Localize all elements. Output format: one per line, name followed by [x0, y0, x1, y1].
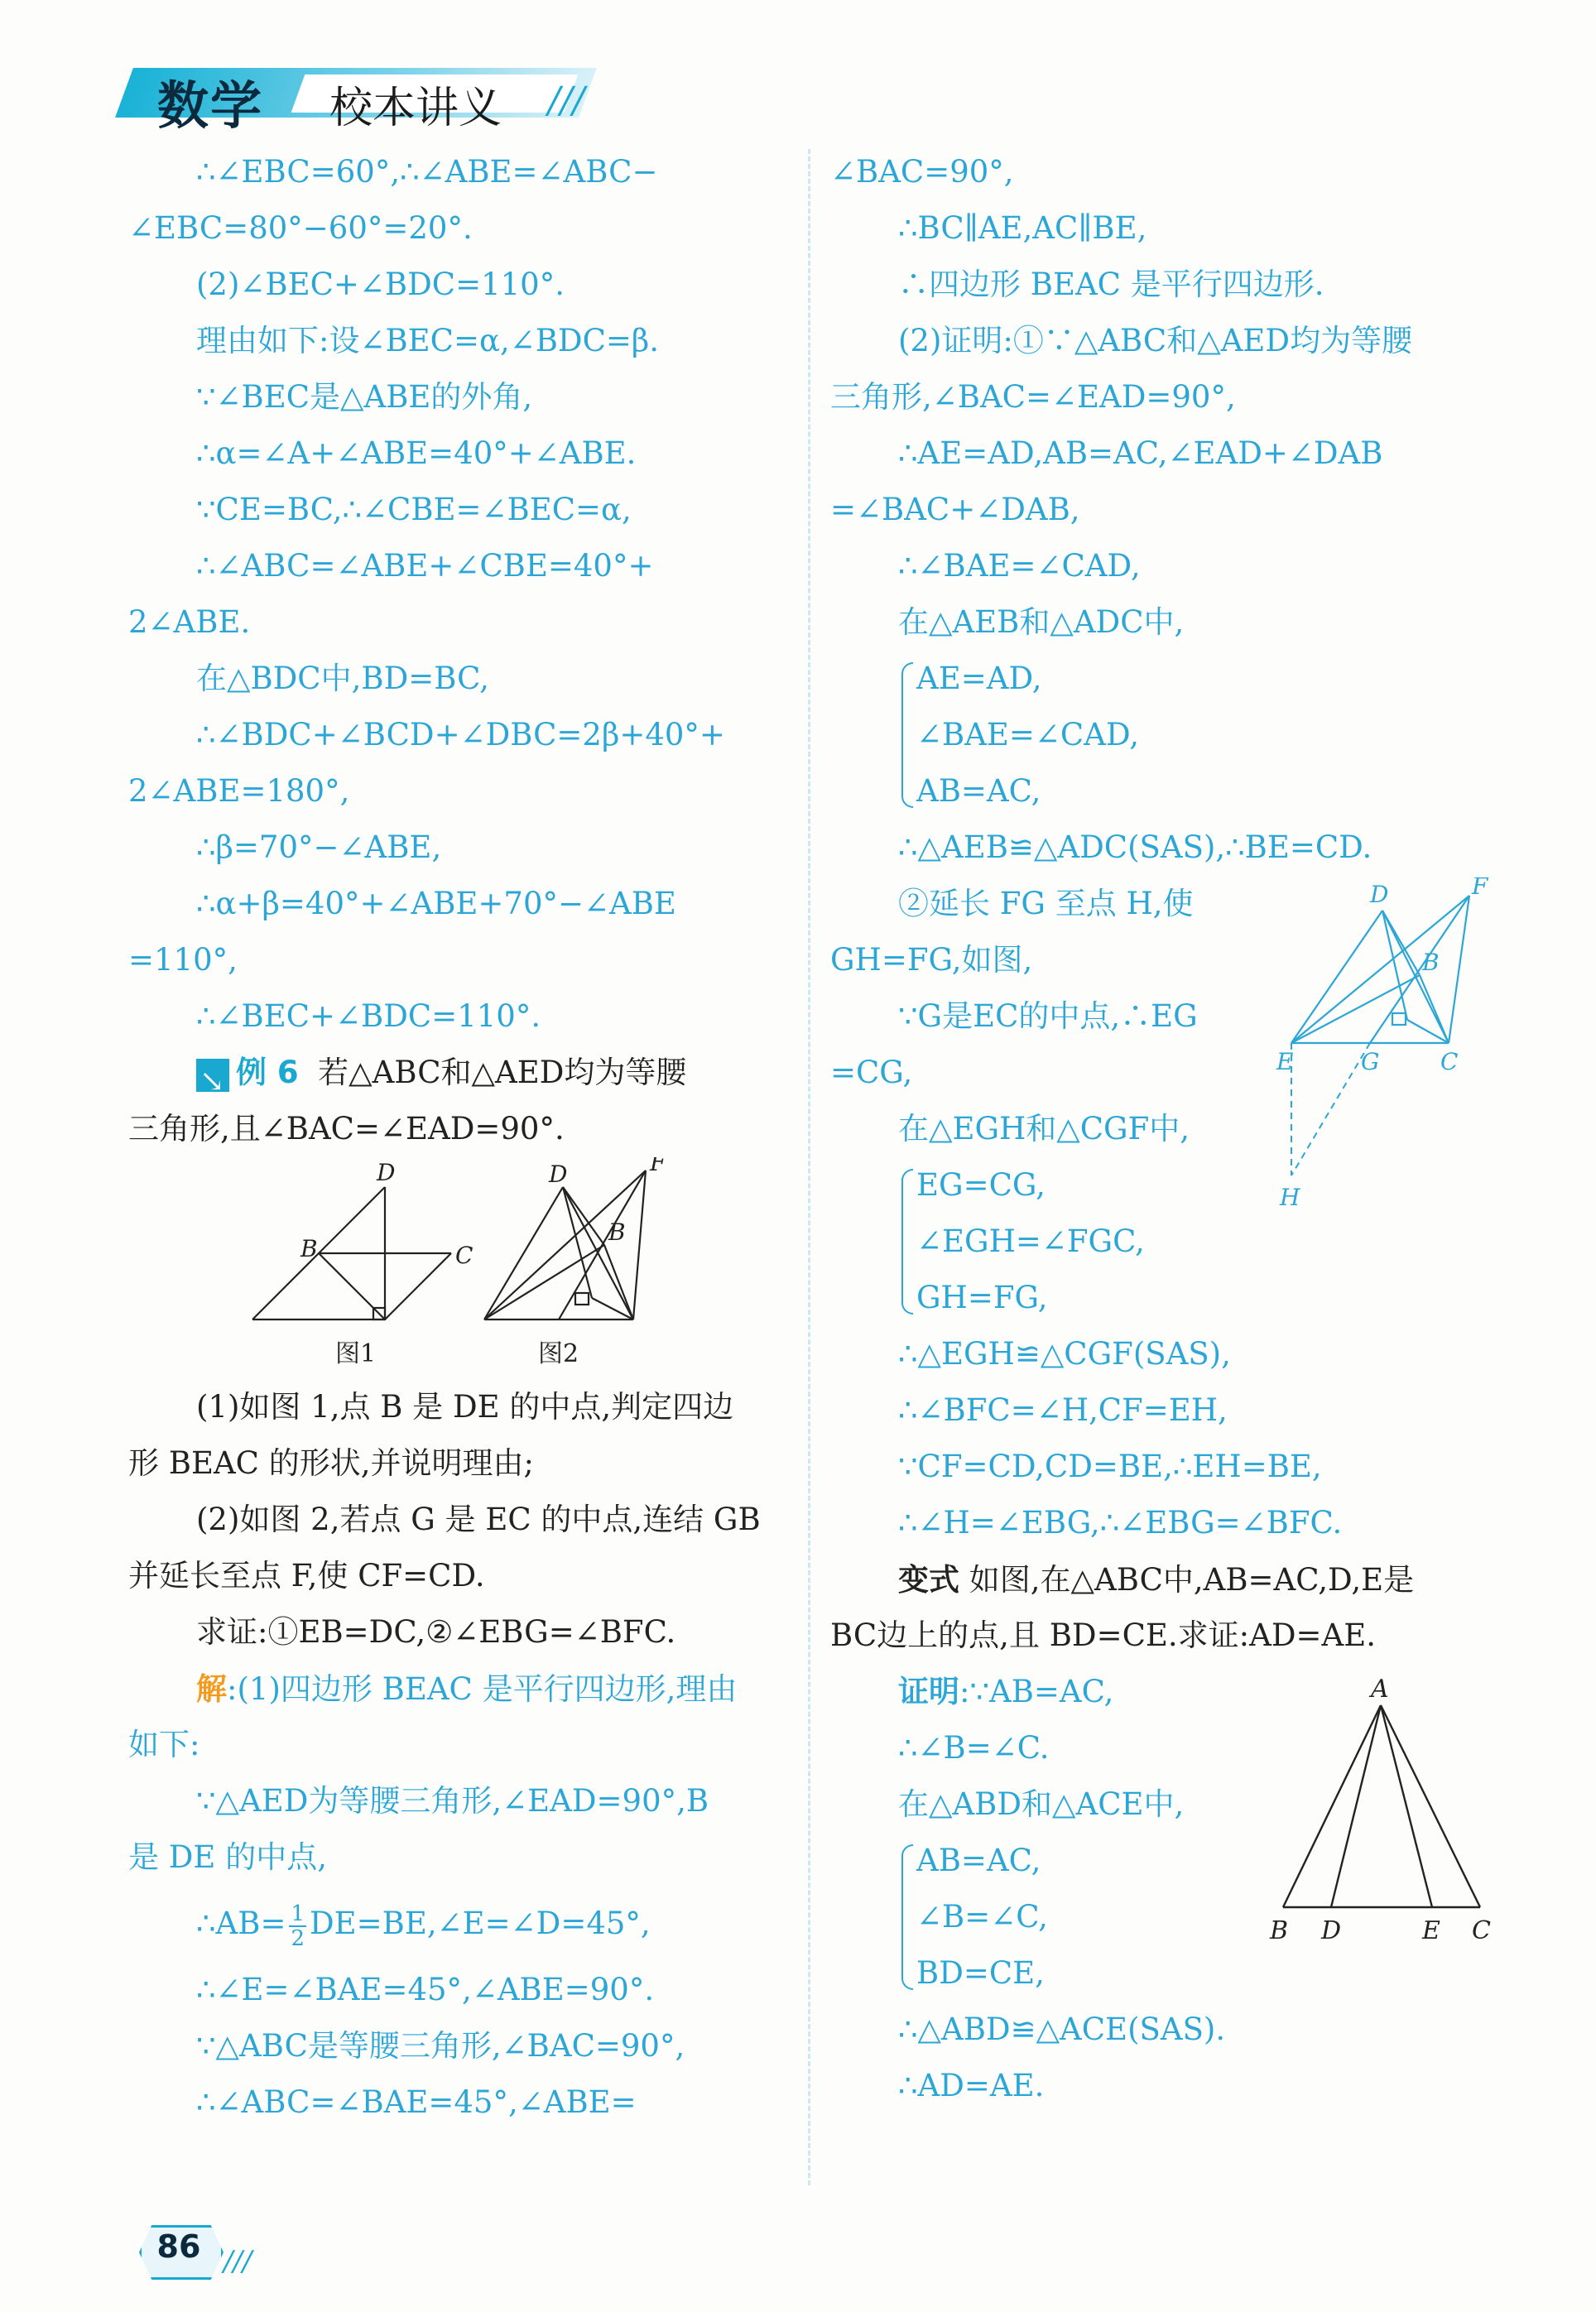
question-text: (2)如图 2,若点 G 是 EC 的中点,连结 GB	[196, 1502, 761, 1537]
figure-label: D	[377, 1159, 396, 1186]
figure-label: B	[1270, 1916, 1289, 1945]
text-line: ∵CE=BC,∴∠CBE=∠BEC=α,	[196, 492, 632, 527]
figure1-caption: 图1	[335, 1339, 377, 1368]
variant-text: BC边上的点,且 BD=CE.求证:AD=AE.	[830, 1617, 1376, 1653]
figure2-caption: 图2	[538, 1339, 579, 1368]
solution-text: DE=BE,∠E=∠D=45°,	[310, 1906, 651, 1941]
question-text: (1)如图 1,点 B 是 DE 的中点,判定四边	[196, 1389, 734, 1425]
text-line: ∴△AEB≌△ADC(SAS),∴BE=CD.	[898, 829, 1372, 865]
figure-label: D	[1370, 881, 1389, 908]
variant-text: 如图,在△ABC中,AB=AC,D,E是	[969, 1562, 1415, 1598]
brace-group	[898, 651, 1493, 820]
footer-hatch-decoration: ///	[224, 2245, 252, 2278]
figure-label: C	[1440, 1048, 1459, 1075]
subject-title: 数学	[157, 75, 264, 136]
page-header	[124, 56, 588, 136]
figure-label: B	[608, 1218, 626, 1246]
system-line: AB=AC,	[916, 1843, 1041, 1878]
text-line: 三角形,且∠BAC=∠EAD=90°.	[128, 1111, 565, 1146]
solution-line-fraction	[128, 1886, 791, 1962]
text-line: =CG,	[830, 1055, 913, 1090]
question-text: 并延长至点 F,使 CF=CD.	[128, 1558, 485, 1593]
figure-label: F	[650, 1157, 666, 1176]
proof-line: ∴∠B=∠C.	[898, 1730, 1050, 1766]
fraction-denominator: 2	[291, 1925, 305, 1951]
text-line: 在△EGH和△CGF中,	[898, 1111, 1190, 1146]
text-line: ∵CF=CD,CD=BE,∴EH=BE,	[898, 1449, 1322, 1484]
proof-line: ∴△ABD≌△ACE(SAS).	[898, 2012, 1226, 2047]
text-line: ∴∠BDC+∠BCD+∠DBC=2β+40°+	[196, 717, 725, 752]
text-line: ∴BC∥AE,AC∥BE,	[898, 210, 1147, 246]
text-line: ∴AE=AD,AB=AC,∠EAD+∠DAB	[898, 435, 1383, 471]
solution-label: 解	[196, 1670, 227, 1707]
text-line: ∴∠H=∠EBG,∴∠EBG=∠BFC.	[898, 1505, 1343, 1541]
solution-line: ∴∠E=∠BAE=45°,∠ABE=90°.	[196, 1972, 655, 2007]
system-line: EG=CG,	[916, 1167, 1046, 1203]
variant-heading	[830, 1551, 1493, 1608]
example-figures	[128, 1157, 791, 1326]
solution-text: :(1)四边形 BEAC 是平行四边形,理由	[227, 1671, 738, 1707]
figure-label: E	[1276, 1048, 1294, 1075]
equation-system	[830, 651, 1493, 820]
solution-line	[128, 1661, 791, 1717]
example-text: 若△ABC和△AED均为等腰	[318, 1055, 687, 1090]
system-line: ∠BAE=∠CAD,	[916, 717, 1140, 752]
text-line: 2∠ABE.	[128, 604, 251, 640]
text-line: =∠BAC+∠DAB,	[830, 492, 1080, 527]
solution-line: ∵△ABC是等腰三角形,∠BAC=90°,	[196, 2028, 685, 2064]
figure-label: F	[1472, 877, 1488, 900]
figure-label: G	[1361, 1048, 1380, 1075]
text-line: ∴α+β=40°+∠ABE+70°−∠ABE	[196, 886, 676, 921]
solution-line: 如下:	[128, 1727, 200, 1762]
text-line: =110°,	[128, 942, 238, 978]
variant-label: 变式	[898, 1561, 959, 1598]
figure-label: B	[300, 1235, 318, 1262]
solution-line: ∴∠ABC=∠BAE=45°,∠ABE=	[196, 2084, 637, 2120]
figure-label: C	[455, 1242, 474, 1269]
system-line: GH=FG,	[916, 1280, 1048, 1315]
text-line: (2)证明:①∵△ABC和△AED均为等腰	[898, 323, 1413, 358]
text-line: ∴四边形 BEAC 是平行四边形.	[898, 267, 1324, 302]
text-line: ∠BAC=90°,	[830, 154, 1014, 190]
text-line: 在△BDC中,BD=BC,	[196, 661, 489, 696]
system-line: AB=AC,	[916, 773, 1041, 809]
figure-label: H	[1280, 1184, 1300, 1211]
text-line: ∴∠BAE=∠CAD,	[898, 548, 1141, 584]
solution-line: ∵△AED为等腰三角形,∠EAD=90°,B	[196, 1783, 709, 1819]
system-line: ∠B=∠C,	[916, 1899, 1048, 1935]
text-line: ∴∠BEC+∠BDC=110°.	[196, 998, 541, 1034]
text-line: 理由如下:设∠BEC=α,∠BDC=β.	[196, 323, 660, 358]
book-title: 校本讲义	[329, 84, 502, 133]
figure-captions	[128, 1326, 791, 1379]
example-figures-svg	[128, 1157, 791, 1326]
question-text: 形 BEAC 的形状,并说明理由;	[128, 1445, 534, 1481]
proof-label: 证明	[898, 1674, 959, 1709]
question-text: 求证:①EB=DC,②∠EBG=∠BFC.	[196, 1614, 676, 1650]
text-line: ∵∠BEC是△ABE的外角,	[196, 379, 533, 415]
system-line: ∠EGH=∠FGC,	[916, 1223, 1145, 1259]
solution-figure	[1275, 877, 1507, 1225]
text-line: ∵G是EC的中点,∴EG	[898, 998, 1198, 1034]
figure-label: E	[1422, 1916, 1440, 1945]
figure-label: D	[1321, 1916, 1342, 1945]
solution-text: ∴AB=	[196, 1906, 286, 1941]
example-arrow-icon	[196, 1059, 229, 1092]
page-number: 86	[156, 2228, 201, 2265]
example-label: 例 6	[236, 1055, 299, 1090]
left-column	[128, 144, 791, 2131]
system-line: BD=CE,	[916, 1955, 1045, 1991]
text-line: 三角形,∠BAC=∠EAD=90°,	[830, 379, 1236, 415]
text-line: ∴△EGH≌△CGF(SAS),	[898, 1336, 1231, 1372]
text-line: 2∠ABE=180°,	[128, 773, 350, 809]
example-heading	[128, 1045, 791, 1101]
page-number-badge	[139, 2225, 252, 2278]
text-line: ②延长 FG 至点 H,使	[898, 886, 1194, 921]
text-line: 在△AEB和△ADC中,	[898, 604, 1185, 640]
figure-label: D	[549, 1161, 568, 1188]
text-line: ∠EBC=80°−60°=20°.	[128, 210, 473, 246]
solution-line: 是 DE 的中点,	[128, 1839, 327, 1875]
text-line: GH=FG,如图,	[830, 942, 1033, 978]
column-divider	[808, 149, 810, 2185]
text-line: ∴α=∠A+∠ABE=40°+∠ABE.	[196, 435, 637, 471]
text-line: ∴∠EBC=60°,∴∠ABE=∠ABC−	[196, 154, 658, 190]
proof-line: ∴AD=AE.	[898, 2068, 1045, 2103]
header-hatch-decoration: ///	[548, 79, 585, 122]
text-line: ∴β=70°−∠ABE,	[196, 829, 442, 865]
variant-figure	[1258, 1672, 1507, 1945]
proof-text: :∵AB=AC,	[959, 1674, 1114, 1709]
text-line: ∴∠ABC=∠ABE+∠CBE=40°+	[196, 548, 654, 584]
fraction-numerator: 1	[291, 1901, 305, 1926]
figure-label: C	[1472, 1916, 1491, 1945]
proof-line: 在△ABD和△ACE中,	[898, 1786, 1185, 1822]
fraction	[289, 1902, 306, 1950]
figure-label: A	[1371, 1675, 1389, 1704]
text-line: ∴∠BFC=∠H,CF=EH,	[898, 1392, 1228, 1428]
system-line: AE=AD,	[916, 661, 1042, 696]
text-line: (2)∠BEC+∠BDC=110°.	[196, 267, 565, 302]
figure-label: B	[1422, 949, 1440, 976]
